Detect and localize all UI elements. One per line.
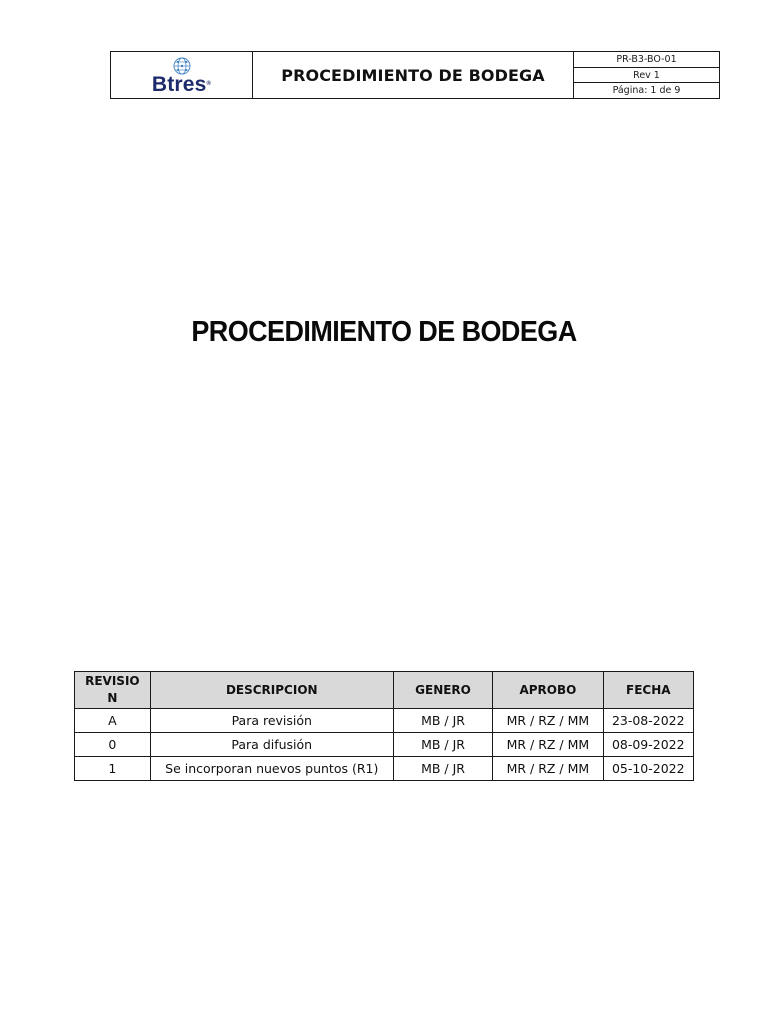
cell-genero: MB / JR — [393, 733, 492, 757]
cell-revision: 1 — [75, 757, 151, 781]
logo-cell — [111, 52, 253, 98]
document-code: PR-B3-BO-01 — [574, 52, 719, 68]
revision-history-table — [74, 671, 694, 781]
column-header-revision — [75, 672, 151, 709]
column-header-revision-line1: REVISIO — [85, 674, 140, 688]
cell-description: Para revisión — [150, 709, 393, 733]
cell-revision: A — [75, 709, 151, 733]
table-row — [75, 757, 694, 781]
document-header — [110, 51, 720, 99]
table-row — [75, 709, 694, 733]
cell-genero: MB / JR — [393, 709, 492, 733]
cell-aprobo: MR / RZ / MM — [493, 757, 603, 781]
column-header-description: DESCRIPCION — [150, 672, 393, 709]
table-header-row — [75, 672, 694, 709]
cell-aprobo: MR / RZ / MM — [493, 733, 603, 757]
cell-fecha: 05-10-2022 — [603, 757, 693, 781]
column-header-aprobo: APROBO — [493, 672, 603, 709]
logo-wordmark: Btres — [151, 72, 207, 96]
table-row — [75, 733, 694, 757]
column-header-genero: GENERO — [393, 672, 492, 709]
column-header-revision-line2: N — [107, 691, 118, 705]
document-meta — [574, 52, 719, 98]
cell-description: Se incorporan nuevos puntos (R1) — [150, 757, 393, 781]
cell-aprobo: MR / RZ / MM — [493, 709, 603, 733]
registered-mark: ® — [206, 80, 212, 87]
page-number: Página: 1 de 9 — [612, 85, 681, 97]
column-header-fecha: FECHA — [603, 672, 693, 709]
document-revision: Rev 1 — [574, 68, 719, 84]
cell-fecha: 23-08-2022 — [603, 709, 693, 733]
cell-genero: MB / JR — [393, 757, 492, 781]
cell-revision: 0 — [75, 733, 151, 757]
cell-description: Para difusión — [150, 733, 393, 757]
page-title — [27, 316, 741, 349]
company-logo — [152, 74, 211, 95]
page-title-text: PROCEDIMIENTO DE BODEGA — [191, 316, 577, 348]
cell-fecha: 08-09-2022 — [603, 733, 693, 757]
header-title: PROCEDIMIENTO DE BODEGA — [253, 52, 574, 98]
